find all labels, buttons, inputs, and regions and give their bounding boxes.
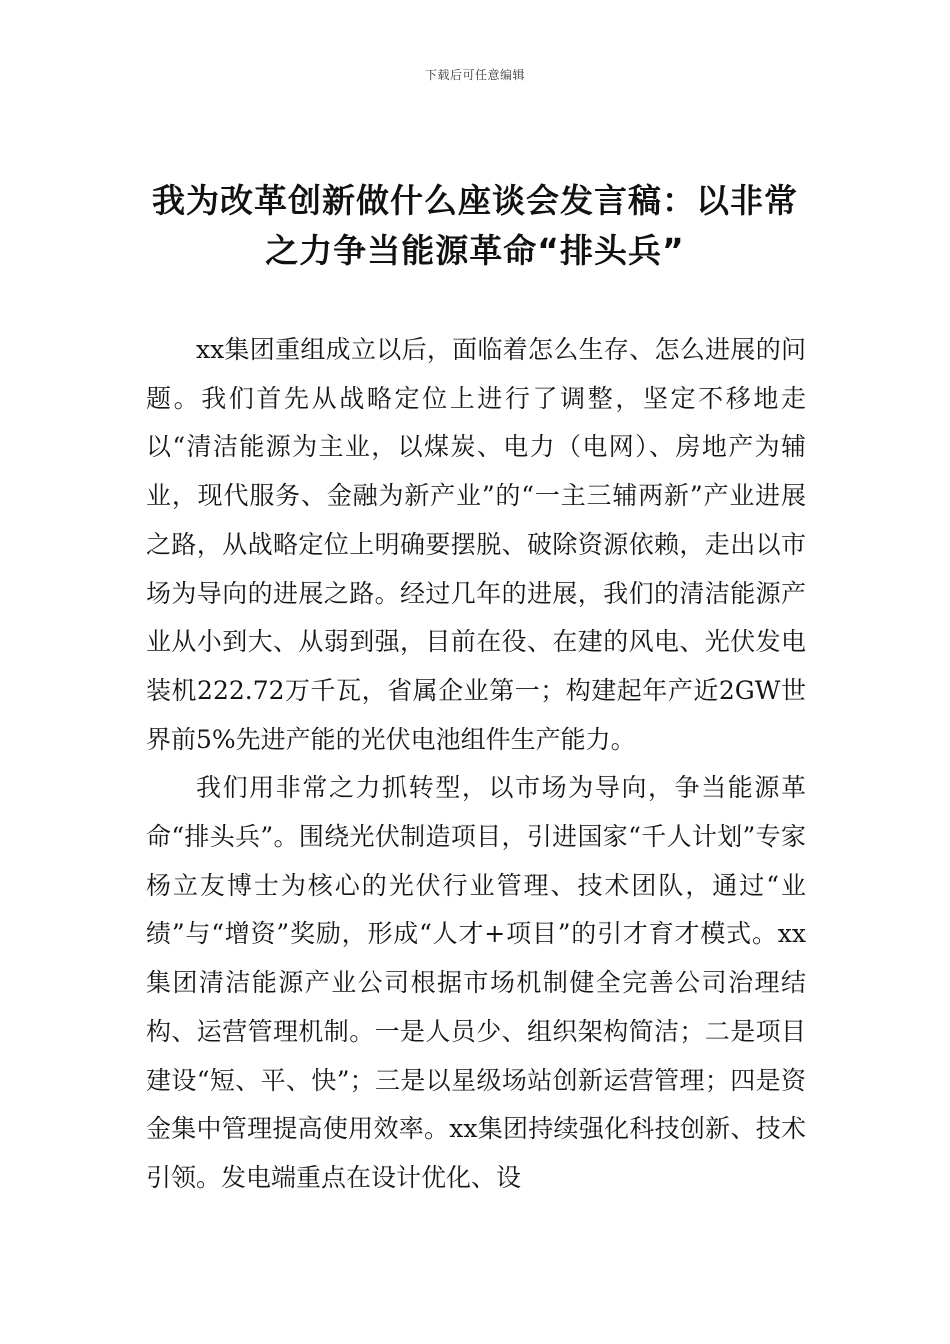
header-note: 下载后可任意编辑 [424, 68, 525, 82]
paragraph-1: xx集团重组成立以后，面临着怎么生存、怎么进展的问题。我们首先从战略定位上进行了调整，坚定不移地走以“清洁能源为主业，以煤炭、电力（电网）、房地产为辅业，现代服务、金融为新产业”的“一主三辅两新”产业进展之路，从战略定位上明确要摆脱、破除资源依赖，走出以市场为导向的进展之路。经过几年的进展，我们的清洁能源产业从小到大、从弱到强，目前在役、在建的风电、光伏发电装机222.72万千瓦，省属企业第一；构建起年产近2GW世界前5%先进产能的光伏电池组件生产能力。 [146, 335, 806, 754]
document-body [146, 326, 806, 1203]
paragraph-2: 我们用非常之力抓转型，以市场为导向，争当能源革命“排头兵”。围绕光伏制造项目，引进国家“千人计划”专家杨立友博士为核心的光伏行业管理、技术团队，通过“业绩”与“增资”奖励，形成“人才+项目”的引才育才模式。xx集团清洁能源产业公司根据市场机制健全完善公司治理结构、运营管理机制。一是人员少、组织架构简洁；二是项目建设“短、平、快”；三是以星级场站创新运营管理；四是资金集中管理提高使用效率。xx集团持续强化科技创新、技术引领。发电端重点在设计优化、设 [146, 773, 806, 1192]
document-title: 我为改革创新做什么座谈会发言稿：以非常之力争当能源革命“排头兵” [152, 181, 798, 270]
